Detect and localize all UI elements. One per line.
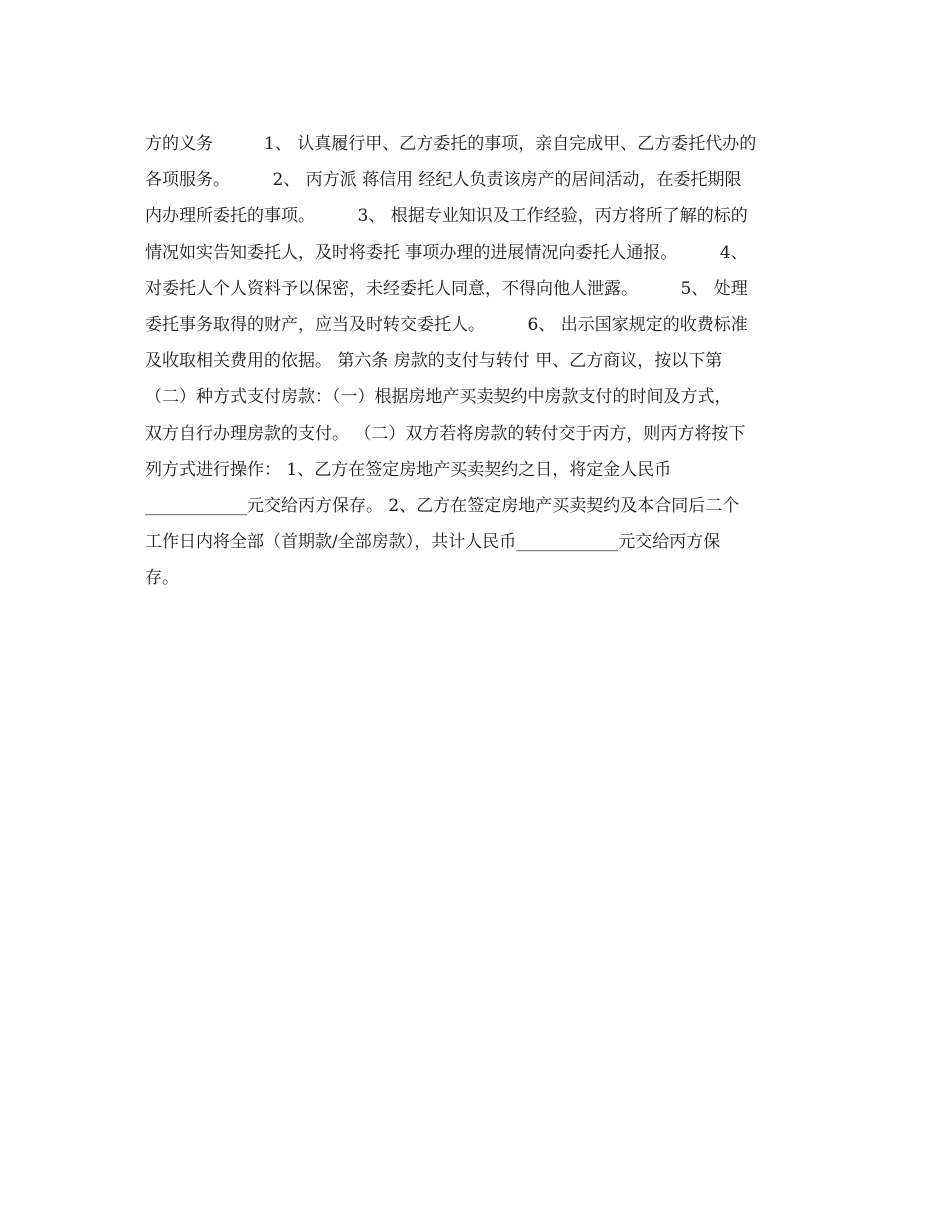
text-line: （二）种方式支付房款：（一）根据房地产买卖契约中房款支付的时间及方式，	[145, 387, 732, 408]
text-line: 列方式进行操作： 1、乙方在签定房地产买卖契约之日，将定金人民币	[145, 459, 672, 480]
text-line: 及收取相关费用的依据。 第六条 房款的支付与转付 甲、乙方商议，按以下第	[145, 351, 723, 372]
text-line: 工作日内将全部（首期款/全部房款），共计人民币____________元交给丙方保	[145, 532, 721, 553]
text-line: 内办理所委托的事项。 3、 根据专业知识及工作经验，丙方将所了解的标的	[145, 206, 748, 227]
text-line: 存。	[145, 568, 179, 589]
text-line: 各项服务。 2、 丙方派 蒋信用 经纪人负责该房产的居间活动，在委托期限	[145, 170, 742, 191]
body-text	[145, 126, 815, 596]
text-line: ____________元交给丙方保存。 2、乙方在签定房地产买卖契约及本合同后二个	[145, 495, 740, 516]
text-line: 委托事务取得的财产，应当及时转交委托人。 6、 出示国家规定的收费标准	[145, 314, 748, 335]
text-line: 方的义务 1、 认真履行甲、乙方委托的事项，亲自完成甲、乙方委托代办的	[145, 134, 757, 154]
text-line: 对委托人个人资料予以保密，未经委托人同意，不得向他人泄露。 5、 处理	[145, 278, 748, 299]
text-line: 情况如实告知委托人，及时将委托 事项办理的进展情况向委托人通报。 4、	[145, 242, 748, 263]
text-line: 双方自行办理房款的支付。 （二）双方若将房款的转付交于丙方，则丙方将按下	[145, 423, 746, 444]
